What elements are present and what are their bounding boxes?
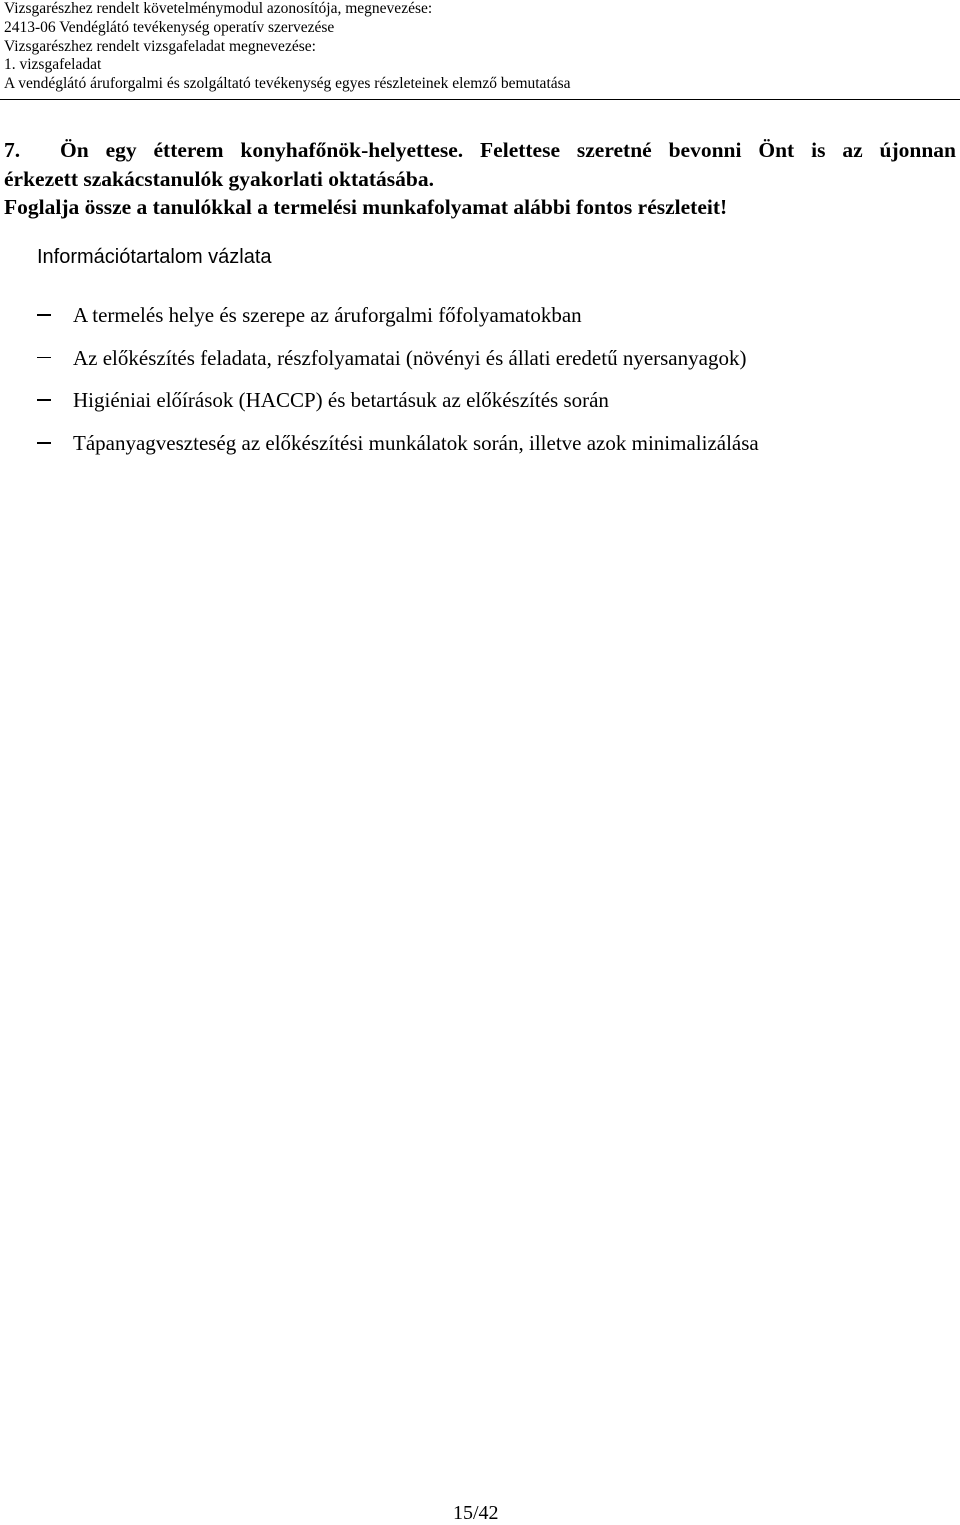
header-task-label: Vizsgarészhez rendelt vizsgafeladat megnevezése: bbox=[4, 37, 316, 55]
question-block bbox=[4, 136, 956, 222]
list-item-text: Higiéniai előírások (HACCP) és betartásuk az előkészítés során bbox=[73, 388, 609, 413]
list-item bbox=[37, 344, 937, 372]
question-text-line-3: Foglalja össze a tanulókkal a termelési munkafolyamat alábbi fontos részleteit! bbox=[4, 195, 728, 219]
header-task-number: 1. vizsgafeladat bbox=[4, 56, 102, 74]
list-item-text: Tápanyagveszteség az előkészítési munkálatok során, illetve azok minimalizálása bbox=[73, 430, 759, 455]
question-text-line-1: Ön egy étterem konyhafőnök-helyettese. Felettese szeretné bevonni Önt is az újonnan bbox=[60, 138, 956, 162]
header-module-name: 2413-06 Vendéglátó tevékenység operatív szervezése bbox=[4, 18, 335, 36]
header-task-name: A vendéglátó áruforgalmi és szolgáltató tevékenység egyes részleteinek elemző bemutatása bbox=[4, 75, 571, 93]
header-module-label: Vizsgarészhez rendelt követelménymodul azonosítója, megnevezése: bbox=[4, 0, 433, 17]
dash-bullet-icon bbox=[37, 357, 51, 359]
question-text-line-2: érkezett szakácstanulók gyakorlati oktatásába. bbox=[4, 166, 434, 191]
header-divider bbox=[0, 99, 960, 100]
dash-bullet-icon bbox=[37, 399, 51, 401]
info-outline-title: Információtartalom vázlata bbox=[37, 246, 272, 268]
list-item-text: Az előkészítés feladata, részfolyamatai (növényi és állati eredetű nyersanyagok) bbox=[73, 345, 747, 370]
list-item bbox=[37, 386, 937, 414]
document-header bbox=[4, 0, 944, 94]
dash-bullet-icon bbox=[37, 442, 51, 444]
question-number: 7. bbox=[4, 138, 21, 162]
info-outline-list bbox=[37, 301, 937, 471]
dash-bullet-icon bbox=[37, 314, 51, 316]
list-item-text: A termelés helye és szerepe az áruforgalmi főfolyamatokban bbox=[73, 303, 582, 327]
page-number: 15/42 bbox=[453, 1502, 499, 1524]
list-item bbox=[37, 301, 937, 329]
question-first-line bbox=[4, 136, 956, 165]
list-item bbox=[37, 429, 937, 457]
